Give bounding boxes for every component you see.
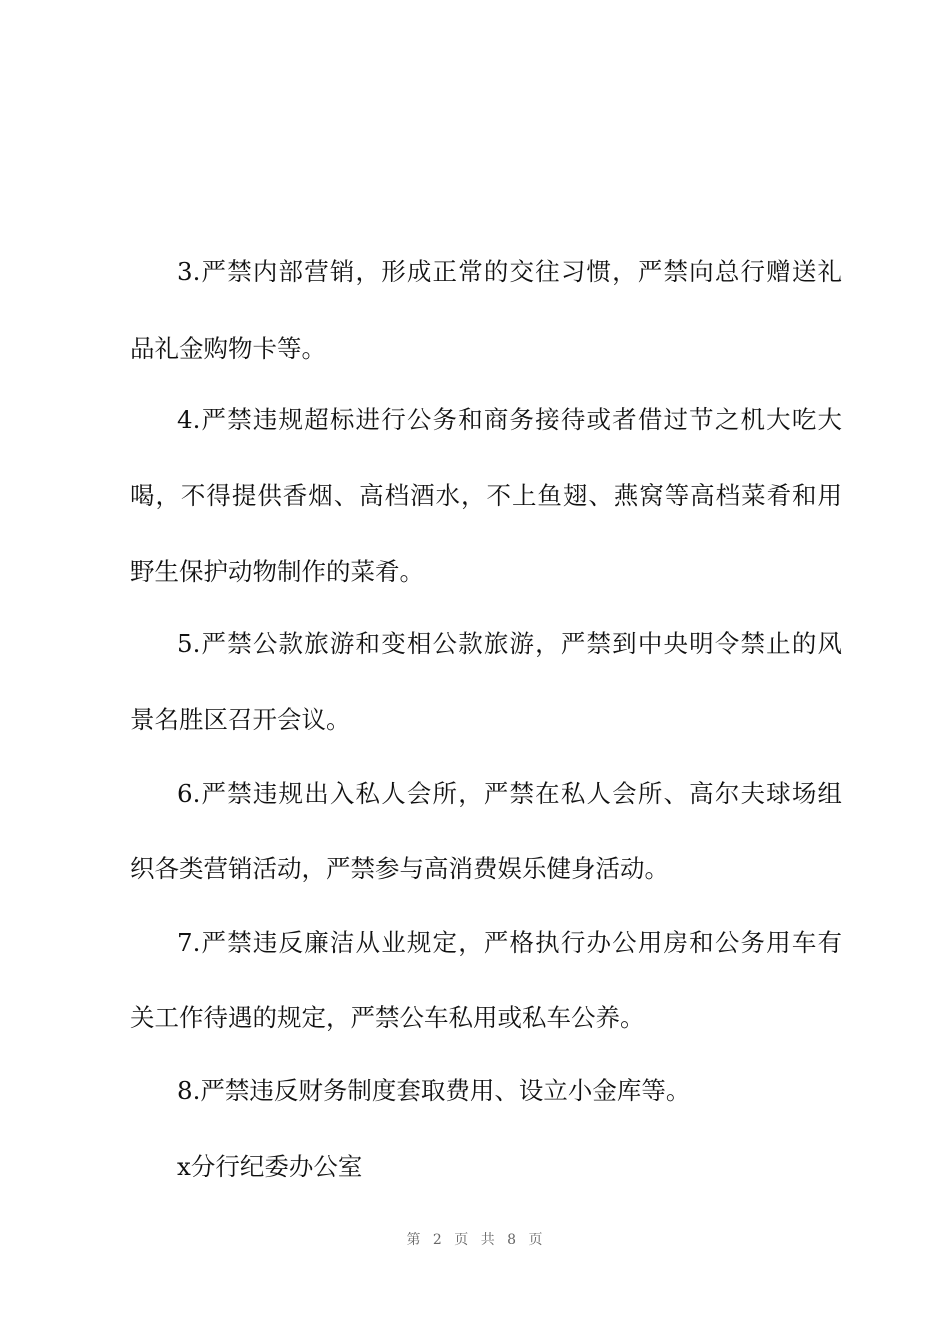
signature-office: x分行纪委办公室 — [177, 1152, 363, 1181]
item-7-line-1: 7.严禁违反廉洁从业规定，严格执行办公用房和公务用车有 — [177, 928, 842, 957]
item-7-line-2: 关工作待遇的规定，严禁公车私用或私车公养。 — [130, 1003, 645, 1032]
item-6-line-2: 织各类营销活动，严禁参与高消费娱乐健身活动。 — [130, 854, 669, 883]
item-5-line-2: 景名胜区召开会议。 — [130, 705, 351, 734]
item-3-line-1: 3.严禁内部营销，形成正常的交往习惯，严禁向总行赠送礼 — [177, 257, 842, 286]
item-6-line-1: 6.严禁违规出入私人会所，严禁在私人会所、高尔夫球场组 — [177, 779, 842, 808]
item-8-line-1: 8.严禁违反财务制度套取费用、设立小金库等。 — [177, 1076, 691, 1105]
item-4-line-1: 4.严禁违规超标进行公务和商务接待或者借过节之机大吃大 — [177, 405, 842, 434]
item-4-line-2: 喝，不得提供香烟、高档酒水，不上鱼翅、燕窝等高档菜肴和用 — [130, 481, 842, 510]
item-4-line-3: 野生保护动物制作的菜肴。 — [130, 557, 424, 586]
item-5-line-1: 5.严禁公款旅游和变相公款旅游，严禁到中央明令禁止的风 — [177, 629, 842, 658]
page-number-footer: 第 2 页 共 8 页 — [406, 1232, 544, 1248]
item-3-line-2: 品礼金购物卡等。 — [130, 334, 326, 363]
